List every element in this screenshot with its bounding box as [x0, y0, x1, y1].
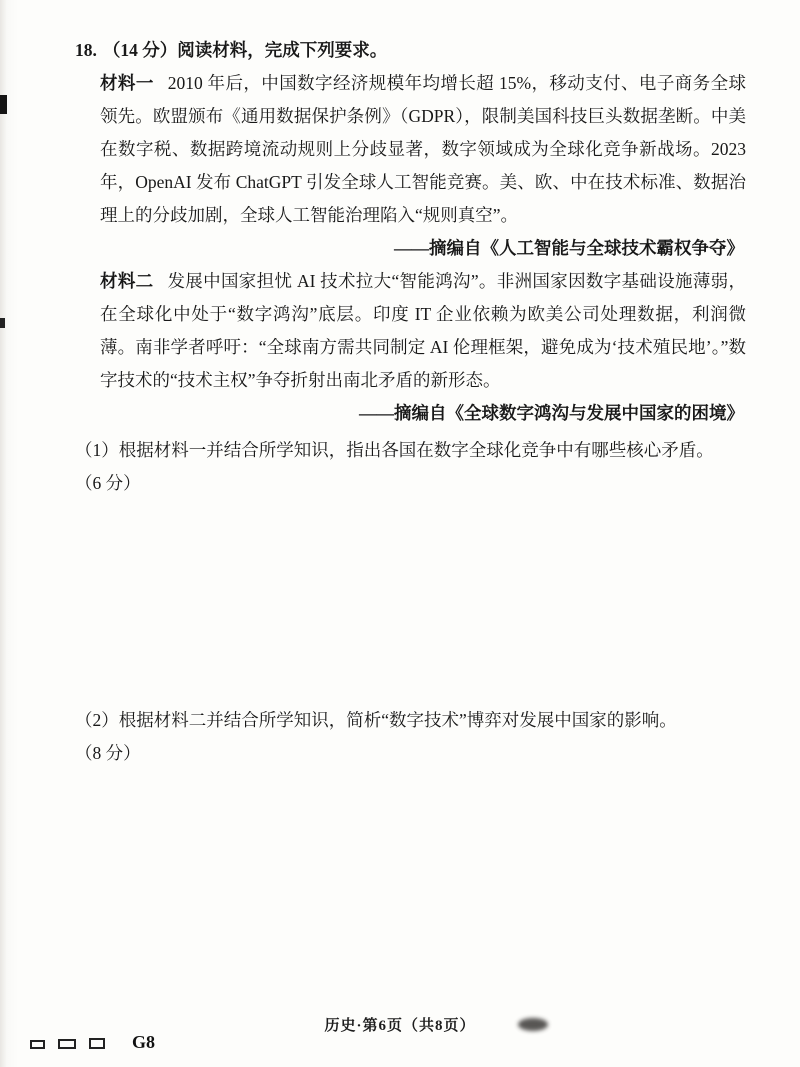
material-2-source: ——摘编自《全球数字鸿沟与发展中国家的困境》	[359, 403, 744, 423]
print-registration-marks	[30, 1032, 156, 1052]
sub-question-1	[75, 434, 746, 500]
material-1-label: 材料一	[100, 73, 154, 93]
sub-question-1-text: （1）根据材料一并结合所学知识，指出各国在数字全球化竞争中有哪些核心矛盾。	[75, 440, 714, 460]
scan-artifact-left-top	[0, 95, 7, 114]
sub-question-2-score: （8 分）	[75, 743, 141, 763]
print-square-icon	[30, 1040, 45, 1049]
material-2-text: 发展中国家担忧 AI 技术拉大“智能鸿沟”。非洲国家因数字基础设施薄弱，在全球化中处于“数字鸿沟”底层。印度 IT 企业依赖为欧美公司处理数据，利润微薄。南非学者呼吁：“全球南方需共同制定 AI 伦理框架，避免成为‘技术殖民地’。”数字技术的“技术主权”争夺折射出南北矛盾的新形态。	[100, 271, 747, 390]
print-mark-label: G8	[132, 1032, 156, 1052]
material-1-paragraph	[100, 67, 746, 232]
material-1-text: 2010 年后，中国数字经济规模年均增长超 15%，移动支付、电子商务全球领先。欧盟颁布《通用数据保护条例》（GDPR），限制美国科技巨头数据垄断。中美在数字税、数据跨境流动规则上分歧显著，数字领域成为全球化竞争新战场。2023 年，OpenAI 发布 ChatGPT 引发全球人工智能竞赛。美、欧、中在技术标准、数据治理上的分歧加剧，全球人工智能治理陷入“规则真空”。	[100, 73, 747, 225]
exam-content	[75, 34, 746, 770]
sub-question-2-text: （2）根据材料二并结合所学知识，简析“数字技术”博弈对发展中国家的影响。	[75, 710, 677, 730]
print-square-icon	[89, 1038, 105, 1049]
question-intro: （14 分）阅读材料，完成下列要求。	[102, 40, 388, 60]
material-2-paragraph	[100, 265, 746, 397]
print-square-icon	[58, 1039, 76, 1049]
question-number: 18.	[75, 40, 97, 60]
material-2-label: 材料二	[100, 271, 154, 291]
question-18-header	[75, 34, 746, 67]
sub-question-2	[75, 704, 746, 770]
page-footer-label: 历史·第6页（共8页）	[324, 1018, 476, 1034]
scan-artifact-left-mid	[0, 318, 5, 328]
material-1-source: ——摘编自《人工智能与全球技术霸权争夺》	[394, 238, 744, 258]
sub-question-1-score: （6 分）	[75, 473, 141, 493]
